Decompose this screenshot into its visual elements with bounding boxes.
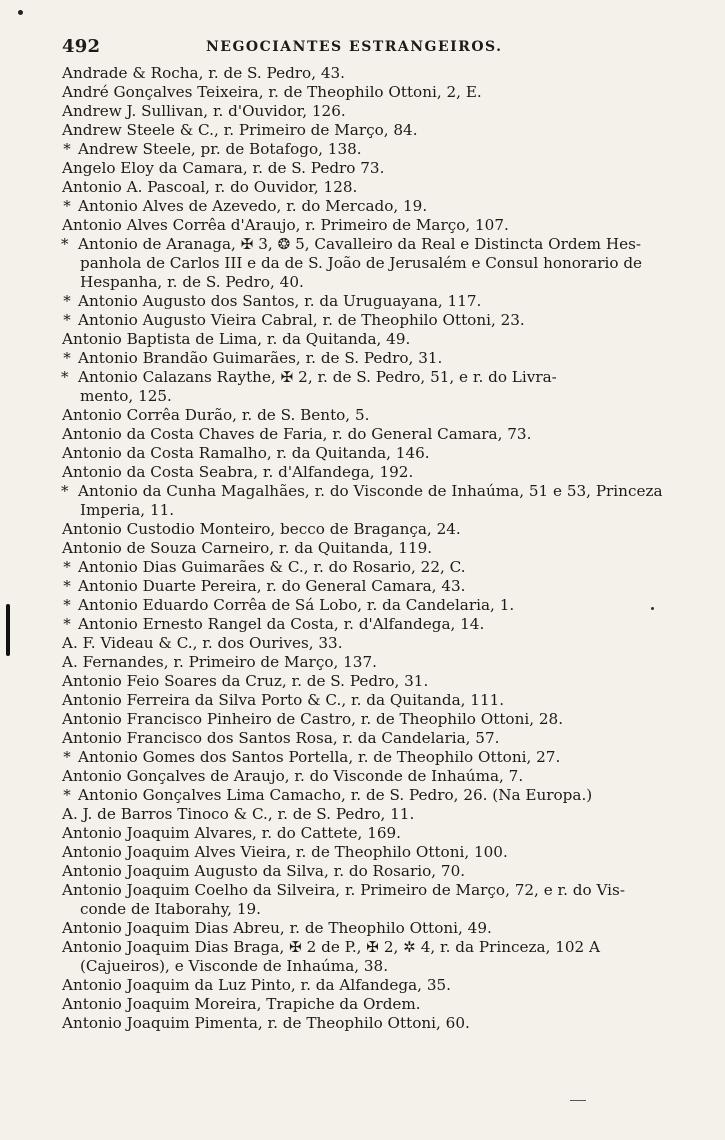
star-mark: * <box>61 368 69 386</box>
entry-text: Antonio Joaquim Dias Braga, ✠ 2 de P., ✠ 2, ✲ 4, r. da Princeza, 102 A <box>62 938 601 956</box>
entry-text: A. J. de Barros Tinoco & C., r. de S. Pedro, 11. <box>62 805 415 823</box>
entry-line <box>62 843 690 862</box>
entry-text: Antonio Joaquim Moreira, Trapiche da Ordem. <box>62 995 421 1013</box>
star-mark: * <box>63 615 71 633</box>
entry-text: Antonio Duarte Pereira, r. do General Camara, 43. <box>78 577 466 595</box>
entry-text: A. F. Videau & C., r. dos Ourives, 33. <box>62 634 343 652</box>
star-mark: * <box>63 140 71 158</box>
entry-text: Antonio Augusto Vieira Cabral, r. de Theophilo Ottoni, 23. <box>78 311 525 329</box>
entry-text: Andrew Steele, pr. de Botafogo, 138. <box>78 140 362 158</box>
entry-line <box>62 273 690 292</box>
entry-line <box>62 691 690 710</box>
entry-line <box>62 577 690 596</box>
entry-text: Antonio Augusto dos Santos, r. da Uruguayana, 117. <box>78 292 482 310</box>
entry-line <box>62 64 690 83</box>
entry-text: Antonio Joaquim Augusto da Silva, r. do Rosario, 70. <box>62 862 466 880</box>
entry-text: Antonio de Aranaga, ✠ 3, ❂ 5, Cavalleiro da Real e Distincta Ordem Hes- <box>78 235 641 253</box>
entry-text: Antonio Corrêa Durão, r. de S. Bento, 5. <box>62 406 370 424</box>
entry-line <box>62 159 690 178</box>
entry-text: Antonio A. Pascoal, r. do Ouvidor, 128. <box>62 178 358 196</box>
entry-line <box>62 501 690 520</box>
entry-line <box>62 995 690 1014</box>
entry-text: Andrew Steele & C., r. Primeiro de Março, 84. <box>62 121 418 139</box>
entry-text: Antonio da Costa Ramalho, r. da Quitanda, 146. <box>62 444 430 462</box>
entry-line <box>62 976 690 995</box>
entry-line <box>62 216 690 235</box>
entry-line <box>62 1014 690 1033</box>
entry-text: Antonio Gonçalves de Araujo, r. do Visconde de Inhaúma, 7. <box>62 767 524 785</box>
entry-text: Antonio Joaquim da Luz Pinto, r. da Alfandega, 35. <box>62 976 451 994</box>
entry-line <box>62 938 690 957</box>
entry-line <box>62 881 690 900</box>
entry-text: Antonio Gomes dos Santos Portella, r. de Theophilo Ottoni, 27. <box>78 748 561 766</box>
entry-text: Antonio Ernesto Rangel da Costa, r. d'Alfandega, 14. <box>78 615 485 633</box>
entry-line <box>62 919 690 938</box>
entry-text: Angelo Eloy da Camara, r. de S. Pedro 73. <box>62 159 385 177</box>
entry-text: Andrew J. Sullivan, r. d'Ouvidor, 126. <box>62 102 346 120</box>
entry-line <box>62 672 690 691</box>
entry-text: Antonio Joaquim Pimenta, r. de Theophilo Ottoni, 60. <box>62 1014 470 1032</box>
star-mark: * <box>61 235 69 253</box>
entry-line <box>62 102 690 121</box>
margin-ink-mark <box>6 604 10 656</box>
entry-line <box>62 824 690 843</box>
entry-text: Antonio Alves de Azevedo, r. do Mercado, 19. <box>78 197 428 215</box>
entry-text: Antonio Alves Corrêa d'Araujo, r. Primeiro de Março, 107. <box>62 216 509 234</box>
entry-line <box>62 83 690 102</box>
entry-line <box>62 862 690 881</box>
entry-text: Antonio Joaquim Coelho da Silveira, r. Primeiro de Março, 72, e r. do Vis- <box>62 881 625 899</box>
entry-text: Antonio Joaquim Alvares, r. do Cattete, 169. <box>62 824 402 842</box>
entry-line <box>62 596 690 615</box>
entry-line <box>62 140 690 159</box>
star-mark: * <box>63 596 71 614</box>
entry-text: Antonio da Costa Chaves de Faria, r. do General Camara, 73. <box>62 425 532 443</box>
entry-line <box>62 615 690 634</box>
entry-line <box>62 558 690 577</box>
entry-line <box>62 539 690 558</box>
star-mark: * <box>63 786 71 804</box>
entry-line <box>62 710 690 729</box>
entry-line <box>62 957 690 976</box>
entry-line <box>62 463 690 482</box>
star-mark: * <box>63 292 71 310</box>
entry-text: Andrade & Rocha, r. de S. Pedro, 43. <box>62 64 346 82</box>
entry-text: Antonio Baptista de Lima, r. da Quitanda, 49. <box>62 330 411 348</box>
entry-text: André Gonçalves Teixeira, r. de Theophilo Ottoni, 2, E. <box>62 83 482 101</box>
entry-line <box>62 748 690 767</box>
entry-line <box>62 349 690 368</box>
entry-text: mento, 125. <box>80 387 172 405</box>
entry-line <box>62 786 690 805</box>
entry-text: Hespanha, r. de S. Pedro, 40. <box>80 273 304 291</box>
entry-line <box>62 387 690 406</box>
entry-line <box>62 767 690 786</box>
entry-line <box>62 368 690 387</box>
entry-line <box>62 178 690 197</box>
entry-line <box>62 520 690 539</box>
star-mark: * <box>61 482 69 500</box>
entry-line <box>62 254 690 273</box>
entry-line <box>62 444 690 463</box>
entry-text: (Cajueiros), e Visconde de Inhaúma, 38. <box>80 957 389 975</box>
entry-line <box>62 729 690 748</box>
star-mark: * <box>63 311 71 329</box>
entry-line <box>62 197 690 216</box>
entry-line <box>62 482 690 501</box>
entry-text: Antonio Francisco dos Santos Rosa, r. da Candelaria, 57. <box>62 729 500 747</box>
page-number: 492 <box>62 36 101 57</box>
entry-text: A. Fernandes, r. Primeiro de Março, 137. <box>62 653 377 671</box>
entry-line <box>62 292 690 311</box>
entry-line <box>62 406 690 425</box>
entry-text: Antonio Ferreira da Silva Porto & C., r. da Quitanda, 111. <box>62 691 505 709</box>
entry-text: Antonio Calazans Raythe, ✠ 2, r. de S. Pedro, 51, e r. do Livra- <box>78 368 557 386</box>
entry-text: Antonio da Costa Seabra, r. d'Alfandega, 192. <box>62 463 414 481</box>
entry-line <box>62 805 690 824</box>
star-mark: * <box>63 558 71 576</box>
star-mark: * <box>63 197 71 215</box>
star-mark: * <box>63 349 71 367</box>
entry-text: Imperia, 11. <box>80 501 175 519</box>
entry-line <box>62 235 690 254</box>
entry-text: panhola de Carlos III e da de S. João de Jerusalém e Consul honorario de <box>80 254 643 272</box>
entry-text: Antonio Eduardo Corrêa de Sá Lobo, r. da Candelaria, 1. <box>78 596 515 614</box>
entry-line <box>62 311 690 330</box>
entry-text: conde de Itaborahy, 19. <box>80 900 261 918</box>
entry-line <box>62 425 690 444</box>
star-mark: * <box>63 577 71 595</box>
running-head: NEGOCIANTES ESTRANGEIROS. <box>206 39 503 55</box>
entry-text: Antonio Feio Soares da Cruz, r. de S. Pedro, 31. <box>62 672 429 690</box>
entry-text: Antonio da Cunha Magalhães, r. do Visconde de Inhaúma, 51 e 53, Princeza <box>78 482 663 500</box>
entry-line <box>62 121 690 140</box>
entry-line <box>62 653 690 672</box>
entry-line <box>62 330 690 349</box>
star-mark: * <box>63 748 71 766</box>
ink-dash <box>570 1100 586 1101</box>
entry-text: Antonio Francisco Pinheiro de Castro, r. de Theophilo Ottoni, 28. <box>62 710 564 728</box>
entry-text: Antonio Joaquim Dias Abreu, r. de Theophilo Ottoni, 49. <box>62 919 492 937</box>
ink-speck <box>18 10 23 15</box>
entry-text: Antonio de Souza Carneiro, r. da Quitanda, 119. <box>62 539 433 557</box>
page-header <box>62 34 682 60</box>
entry-text: Antonio Gonçalves Lima Camacho, r. de S. Pedro, 26. (Na Europa.) <box>78 786 593 804</box>
entry-line <box>62 900 690 919</box>
entry-text: Antonio Dias Guimarães & C., r. do Rosario, 22, C. <box>78 558 466 576</box>
entry-line <box>62 634 690 653</box>
entry-text: Antonio Custodio Monteiro, becco de Bragança, 24. <box>62 520 461 538</box>
entry-text: Antonio Brandão Guimarães, r. de S. Pedro, 31. <box>78 349 443 367</box>
entry-text: Antonio Joaquim Alves Vieira, r. de Theophilo Ottoni, 100. <box>62 843 508 861</box>
